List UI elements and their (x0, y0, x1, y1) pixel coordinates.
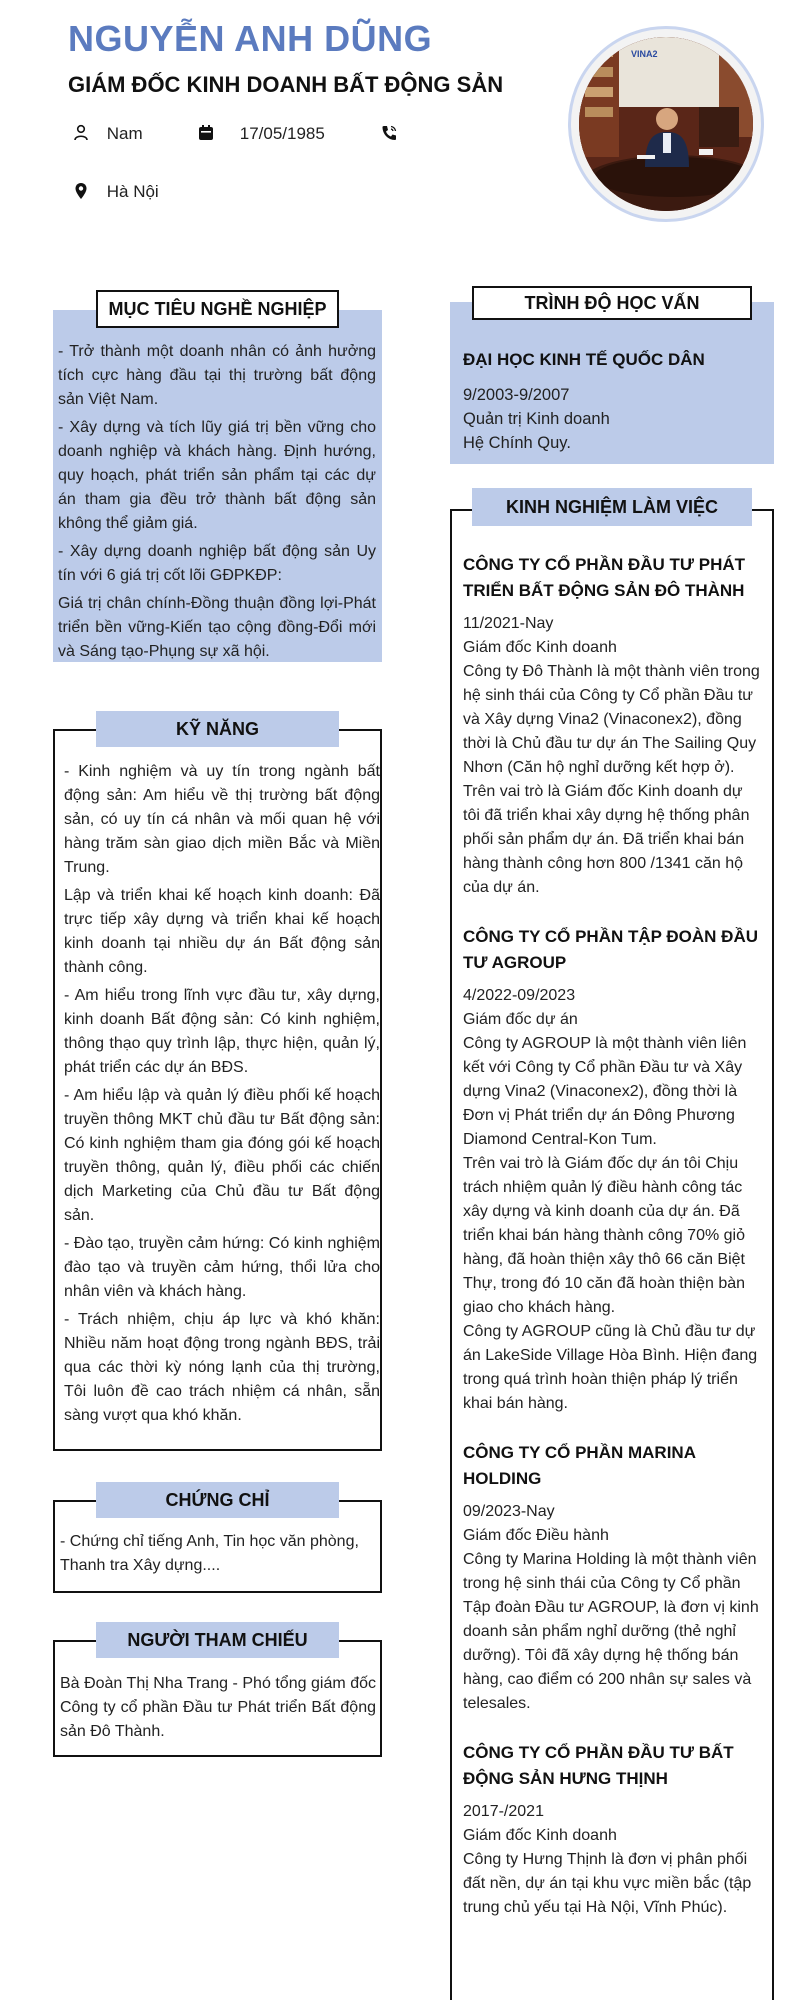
experience-company: CÔNG TY CỔ PHẦN MARINA HOLDING (463, 1443, 696, 1488)
objective-paragraph: - Trở thành một doanh nhân có ảnh hưởng tích cực hàng đầu tại thị trường bất động sản Việt Nam. (58, 343, 376, 408)
gender-value: Nam (106, 124, 143, 143)
location-value: Hà Nội (106, 182, 159, 201)
person-icon (72, 124, 90, 142)
skills-paragraph: - Trách nhiệm, chịu áp lực và khó khăn: Nhiều năm hoạt động trong ngành BĐS, trải qua các thời kỳ nóng lạnh của thị trường, Tôi luôn đề cao trách nhiệm cá nhân, sẵn sàng vượt qua khó khăn. (64, 1311, 380, 1424)
birthdate-value: 17/05/1985 (239, 124, 325, 143)
objective-paragraph: Giá trị chân chính-Đồng thuận đồng lợi-Phát triển bền vững-Kiến tạo cộng đồng-Đổi mới và Sáng tạo-Phụng sự xã hội. (58, 595, 376, 660)
experience-item (463, 1740, 763, 1920)
skills-heading: KỸ NĂNG (96, 711, 339, 747)
skills-paragraph: - Am hiểu lập và quản lý điều phối kế hoạch truyền thông MKT chủ đầu tư Bất động sản: Có kinh nghiệm tham gia đóng gói kế hoạch truyền thông, quản lý, điều phối các chiến dịch Marketing của Chủ đầu tư Bất động sản. (64, 1087, 380, 1224)
skills-paragraph: - Đào tạo, truyền cảm hứng: Có kinh nghiệm đào tạo và truyền cảm hứng, thổi lửa cho nhân viên và khách hàng. (64, 1235, 380, 1300)
experience-list (463, 552, 763, 1944)
objective-body (58, 340, 376, 668)
profile-photo-drawing (579, 37, 753, 211)
experience-period: 4/2022-09/2023 (463, 987, 576, 1004)
experience-description: Công ty Hưng Thịnh là đơn vị phân phối đất nền, dự án tại khu vực miền bắc (tập trung chủ yếu tại Hà Nội, Vĩnh Phúc). (463, 1851, 752, 1916)
experience-company: CÔNG TY CỔ PHẦN ĐẦU TƯ PHÁT TRIỂN BẤT ĐỘNG SẢN ĐÔ THÀNH (463, 555, 746, 600)
phone-row (380, 124, 410, 144)
candidate-name: NGUYỄN ANH DŨNG (68, 18, 433, 59)
avatar (568, 26, 764, 222)
experience-position: Giám đốc Kinh doanh (463, 1827, 617, 1844)
references-text: Bà Đoàn Thị Nha Trang - Phó tổng giám đốc Công ty cổ phần Đầu tư Phát triển Bất động sản Đô Thành. (60, 1675, 376, 1740)
experience-position: Giám đốc Điều hành (463, 1527, 609, 1544)
objective-paragraph: - Xây dựng và tích lũy giá trị bền vững cho doanh nghiệp và khách hàng. Định hướng, quy hoạch, phát triển sản phẩm tại các dự án tham gia đều trở thành bất động sản không thể giảm giá. (58, 419, 376, 532)
objective-heading: MỤC TIÊU NGHỀ NGHIỆP (96, 290, 339, 328)
education-school: ĐẠI HỌC KINH TẾ QUỐC DÂN (463, 350, 705, 369)
experience-item (463, 1440, 763, 1716)
objective-paragraph: - Xây dựng doanh nghiệp bất động sản Uy tín với 6 giá trị cốt lõi GĐPKĐP: (58, 543, 376, 584)
experience-company: CÔNG TY CỔ PHẦN TẬP ĐOÀN ĐẦU TƯ AGROUP (463, 927, 759, 972)
experience-description: Công ty Đô Thành là một thành viên trong hệ sinh thái của Công ty Cổ phần Đầu tư và Xây dựng Vina2 (Vinaconex2), đồng thời là Chủ đầu tư dự án The Sailing Quy Nhơn (Căn hộ nghỉ dưỡng kết hợp ở). Trên vai trò là Giám đốc Kinh doanh dự tôi đã triển khai xây dựng hệ thống phân phối sản phẩm dự án. Đã triển khai bán hàng thành công hơn 800 /1341 căn hộ của dự án. (463, 663, 760, 896)
education-mode: Hệ Chính Quy. (463, 434, 571, 452)
experience-period: 11/2021-Nay (463, 615, 554, 632)
skills-body (64, 760, 380, 1432)
gender-row (72, 124, 143, 144)
experience-heading: KINH NGHIỆM LÀM VIỆC (472, 488, 752, 526)
photo-logo: VINA2 (631, 49, 658, 59)
experience-period: 09/2023-Nay (463, 1503, 555, 1520)
education-major: Quản trị Kinh doanh (463, 410, 610, 428)
experience-description: Công ty AGROUP là một thành viên liên kết với Công ty Cổ phần Đầu tư và Xây dựng Vina2 (Vinaconex2), đồng thời là Đơn vị Phát triển dự án Đông Phương Diamond Central-Kon Tum. Trên vai trò là Giám đốc dự án tôi Chịu trách nhiệm quản lý điều hành công tác xây dựng và kinh doanh của dự án. Đã triển khai bán hàng thành công 70% giỏ hàng, đã hoàn thiện xây thô 66 căn Biệt Thự, trong đó 10 căn đã hoàn thiện bàn giao cho khách hàng. Công ty AGROUP cũng là Chủ đầu tư dự án LakeSide Village Hòa Bình. Hiện đang trong quá trình hoàn thiện pháp lý triển khai bán hàng. (463, 1035, 758, 1412)
calendar-icon (197, 124, 215, 142)
education-heading: TRÌNH ĐỘ HỌC VẤN (472, 286, 752, 320)
experience-item (463, 552, 763, 900)
skills-paragraph: Lập và triển khai kế hoạch kinh doanh: Đã trực tiếp xây dựng và triển khai kế hoạch kinh doanh tại nhiều dự án Bất động sản thành công. (64, 887, 380, 976)
certificates-heading: CHỨNG CHỈ (96, 1482, 339, 1518)
location-pin-icon (72, 182, 90, 200)
location-row (72, 182, 159, 202)
experience-item (463, 924, 763, 1416)
profile-photo (579, 37, 753, 211)
candidate-title: GIÁM ĐỐC KINH DOANH BẤT ĐỘNG SẢN (68, 72, 504, 97)
skills-paragraph: - Kinh nghiệm và uy tín trong ngành bất động sản: Am hiểu về thị trường bất động sản, có uy tín cá nhân và mối quan hệ với hàng trăm sàn giao dịch miền Bắc và Miền Trung. (64, 763, 380, 876)
certificates-text: - Chứng chỉ tiếng Anh, Tin học văn phòng, Thanh tra Xây dựng.... (60, 1533, 359, 1574)
experience-description: Công ty Marina Holding là một thành viên trong hệ sinh thái của Công ty Cổ phần Tập đoàn Đầu tư AGROUP, là đơn vị kinh doanh sản phẩm nghỉ dưỡng (thẻ nghỉ dưỡng). Tôi đã xây dựng hệ thống bán hàng, cao điểm có 200 nhân sự sales và telesales. (463, 1551, 759, 1712)
education-period: 9/2003-9/2007 (463, 386, 570, 404)
birthdate-row (197, 124, 325, 144)
experience-position: Giám đốc Kinh doanh (463, 639, 617, 656)
skills-paragraph: - Am hiểu trong lĩnh vực đầu tư, xây dựng, kinh doanh Bất động sản: Có kinh nghiệm, thông thạo quy trình lập, thực hiện, quản lý, phát triển các dự án BĐS. (64, 987, 380, 1076)
experience-period: 2017-/2021 (463, 1803, 544, 1820)
experience-company: CÔNG TY CỔ PHẦN ĐẦU TƯ BẤT ĐỘNG SẢN HƯNG THỊNH (463, 1743, 734, 1788)
phone-icon (380, 124, 398, 142)
experience-position: Giám đốc dự án (463, 1011, 578, 1028)
references-heading: NGƯỜI THAM CHIẾU (96, 1622, 339, 1658)
